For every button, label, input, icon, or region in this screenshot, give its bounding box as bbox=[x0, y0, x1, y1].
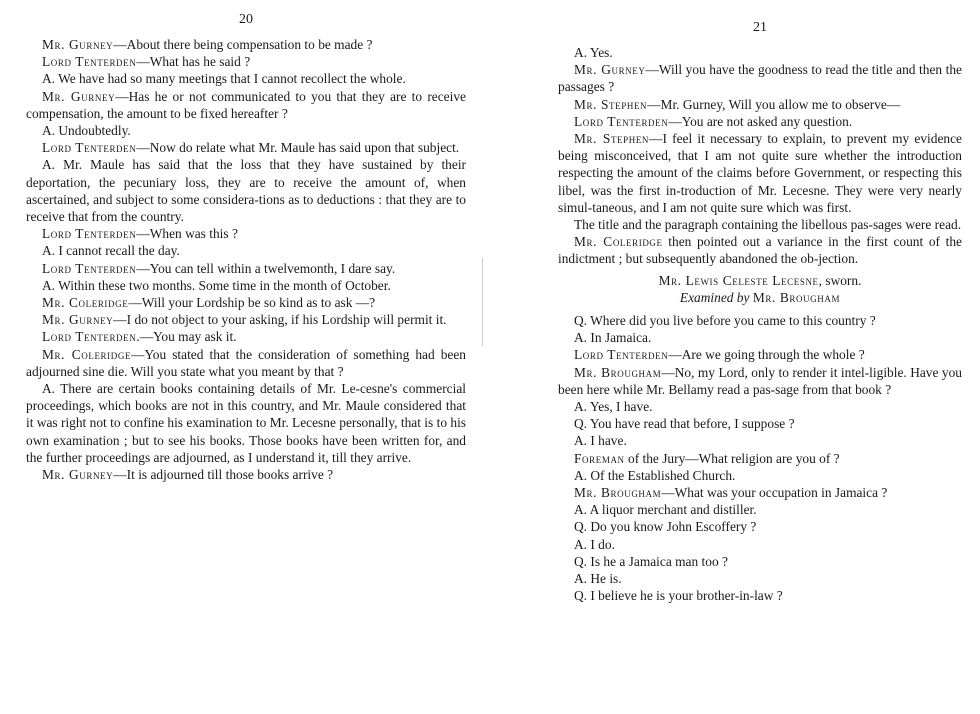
speaker: Mr. Gurney bbox=[42, 37, 114, 52]
right-page bbox=[496, 0, 980, 714]
paragraph: A. I have. bbox=[574, 433, 627, 449]
speaker: Foreman bbox=[574, 450, 625, 466]
paragraph: Mr. Gurney—About there being compensation to be made ? bbox=[42, 37, 373, 52]
speaker: Lord Tenterden bbox=[42, 260, 137, 276]
speaker: Mr. Stephen bbox=[574, 96, 648, 112]
paragraph: A. In Jamaica. bbox=[574, 330, 652, 346]
paragraph: Q. Where did you live before you came to this country ? bbox=[574, 313, 876, 329]
paragraph: Lord Tenterden—What has he said ? bbox=[42, 54, 251, 70]
paragraph: Lord Tenterden.—You may ask it. bbox=[42, 329, 237, 345]
speaker: Mr. Coleridge bbox=[42, 346, 132, 362]
paragraph: The title and the paragraph containing the libellous pas-sages were read. bbox=[574, 217, 962, 233]
paragraph: Q. Do you know John Escoffery ? bbox=[574, 519, 757, 535]
speaker: Lord Tenterden bbox=[42, 140, 137, 156]
speaker: Mr. Gurney bbox=[574, 62, 646, 78]
paragraph: Mr. Brougham—What was your occupation in Jamaica ? bbox=[574, 485, 888, 501]
left-page-text bbox=[26, 36, 466, 483]
speaker: Lord Tenterden bbox=[42, 329, 137, 345]
paragraph: Lord Tenterden—Now do relate what Mr. Maule has said upon that subject. bbox=[42, 140, 460, 156]
paragraph: A. Undoubtedly. bbox=[42, 123, 131, 139]
paragraph: Mr. Brougham—No, my Lord, only to render it intel-ligible. Have you been here while Mr. Bellamy read a pas-sage from that book ? bbox=[558, 364, 962, 397]
paragraph: Lord Tenterden—Are we going through the whole ? bbox=[574, 347, 865, 363]
paragraph: Mr. Gurney—Will you have the goodness to read the title and then the passages ? bbox=[558, 62, 962, 95]
speaker: Mr. Brougham bbox=[574, 485, 662, 501]
paragraph: A. He is. bbox=[574, 571, 622, 587]
speaker: Mr. Coleridge bbox=[574, 234, 663, 250]
examiner-name: Mr. Brougham bbox=[752, 289, 841, 305]
paragraph: A. A liquor merchant and distiller. bbox=[574, 502, 757, 518]
paragraph: A. There are certain books containing details of Mr. Le-cesne's commercial proceedings, which books are not in this country, and Mr. Maule considered that it was right not to confine his examination to Mr. Lecesne personally, that is to his own examination ; but to see his books. Those books have been written for, and the further proceedings are adjourned, as I understand it, till they arrive. bbox=[26, 381, 466, 465]
paragraph: Q. You have read that before, I suppose ? bbox=[574, 416, 795, 432]
paragraph: Mr. Coleridge then pointed out a variance in the first count of the indictment ; but subsequently abandoned the ob-jection. bbox=[558, 234, 962, 267]
paragraph: Q. Is he a Jamaica man too ? bbox=[574, 553, 728, 569]
paragraph: Q. I believe he is your brother-in-law ? bbox=[574, 588, 783, 604]
paragraph: Mr. Gurney—I do not object to your asking, if his Lordship will permit it. bbox=[42, 312, 447, 328]
paragraph: A. We have had so many meetings that I cannot recollect the whole. bbox=[42, 71, 406, 87]
left-page bbox=[0, 0, 480, 714]
paragraph: A. Of the Established Church. bbox=[574, 467, 736, 483]
paragraph: Mr. Gurney—Has he or not communicated to you that they are to receive compensation, the amount to be fixed hereafter ? bbox=[26, 88, 466, 121]
paragraph: Lord Tenterden—You can tell within a twelvemonth, I dare say. bbox=[42, 260, 396, 276]
speaker: Mr. Brougham bbox=[574, 364, 662, 380]
speaker: Lord Tenterden bbox=[574, 113, 669, 129]
speaker: Lord Tenterden bbox=[574, 347, 669, 363]
speaker: Lord Tenterden bbox=[42, 226, 137, 242]
page-number-left: 20 bbox=[239, 12, 253, 27]
right-page-text bbox=[558, 44, 962, 605]
paragraph: A. I cannot recall the day. bbox=[42, 243, 180, 259]
paragraph: Mr. Stephen—I feel it necessary to explain, to prevent my evidence being misconceived, that I am not quite sure whether the introduction respecting the amount of the claims before Government, or respecting this libel, was the first in-troduction of Mr. Lecesne. They were very nearly simul-taneous, and I am not quite sure which was first. bbox=[558, 131, 963, 215]
speaker: Mr. Gurney bbox=[42, 467, 114, 483]
speaker: Lord Tenterden bbox=[42, 54, 137, 70]
page-gutter-mark bbox=[482, 258, 483, 346]
paragraph: Lord Tenterden—You are not asked any question. bbox=[574, 113, 853, 129]
speaker: Mr. Gurney bbox=[42, 312, 114, 328]
speaker: Mr. Gurney bbox=[42, 88, 116, 104]
speaker: Mr. Stephen bbox=[574, 131, 650, 147]
page-number-right: 21 bbox=[753, 20, 767, 35]
paragraph: Lord Tenterden—When was this ? bbox=[42, 226, 238, 242]
examined-by-heading: Examined by Mr. Brougham bbox=[679, 289, 841, 305]
paragraph: A. I do. bbox=[574, 536, 615, 552]
speaker: Mr. Coleridge bbox=[42, 295, 129, 311]
paragraph: A. Within these two months. Some time in the month of October. bbox=[42, 277, 391, 293]
paragraph: Mr. Gurney—It is adjourned till those books arrive ? bbox=[42, 467, 334, 483]
paragraph: Mr. Coleridge—You stated that the consideration of something had been adjourned sine die. Will you state what you meant by that ? bbox=[26, 346, 467, 379]
paragraph: Mr. Coleridge—Will your Lordship be so kind as to ask —? bbox=[42, 295, 376, 311]
witness-heading: Mr. Lewis Celeste Lecesne, sworn. bbox=[658, 272, 862, 288]
paragraph: A. Yes, I have. bbox=[574, 399, 653, 415]
paragraph: Mr. Stephen—Mr. Gurney, Will you allow me to observe— bbox=[574, 96, 901, 112]
paragraph: A. Mr. Maule has said that the loss that they have sustained by their deportation, the pecuniary loss, they are to receive the amount of, when ascertained, and subject to some considera-tions as to deductions : that they are to receive that from the country. bbox=[26, 157, 466, 225]
paragraph: A. Yes. bbox=[574, 45, 613, 60]
paragraph: Foreman of the Jury—What religion are you of ? bbox=[574, 450, 840, 466]
witness-name: Mr. Lewis Celeste Lecesne bbox=[658, 272, 819, 288]
